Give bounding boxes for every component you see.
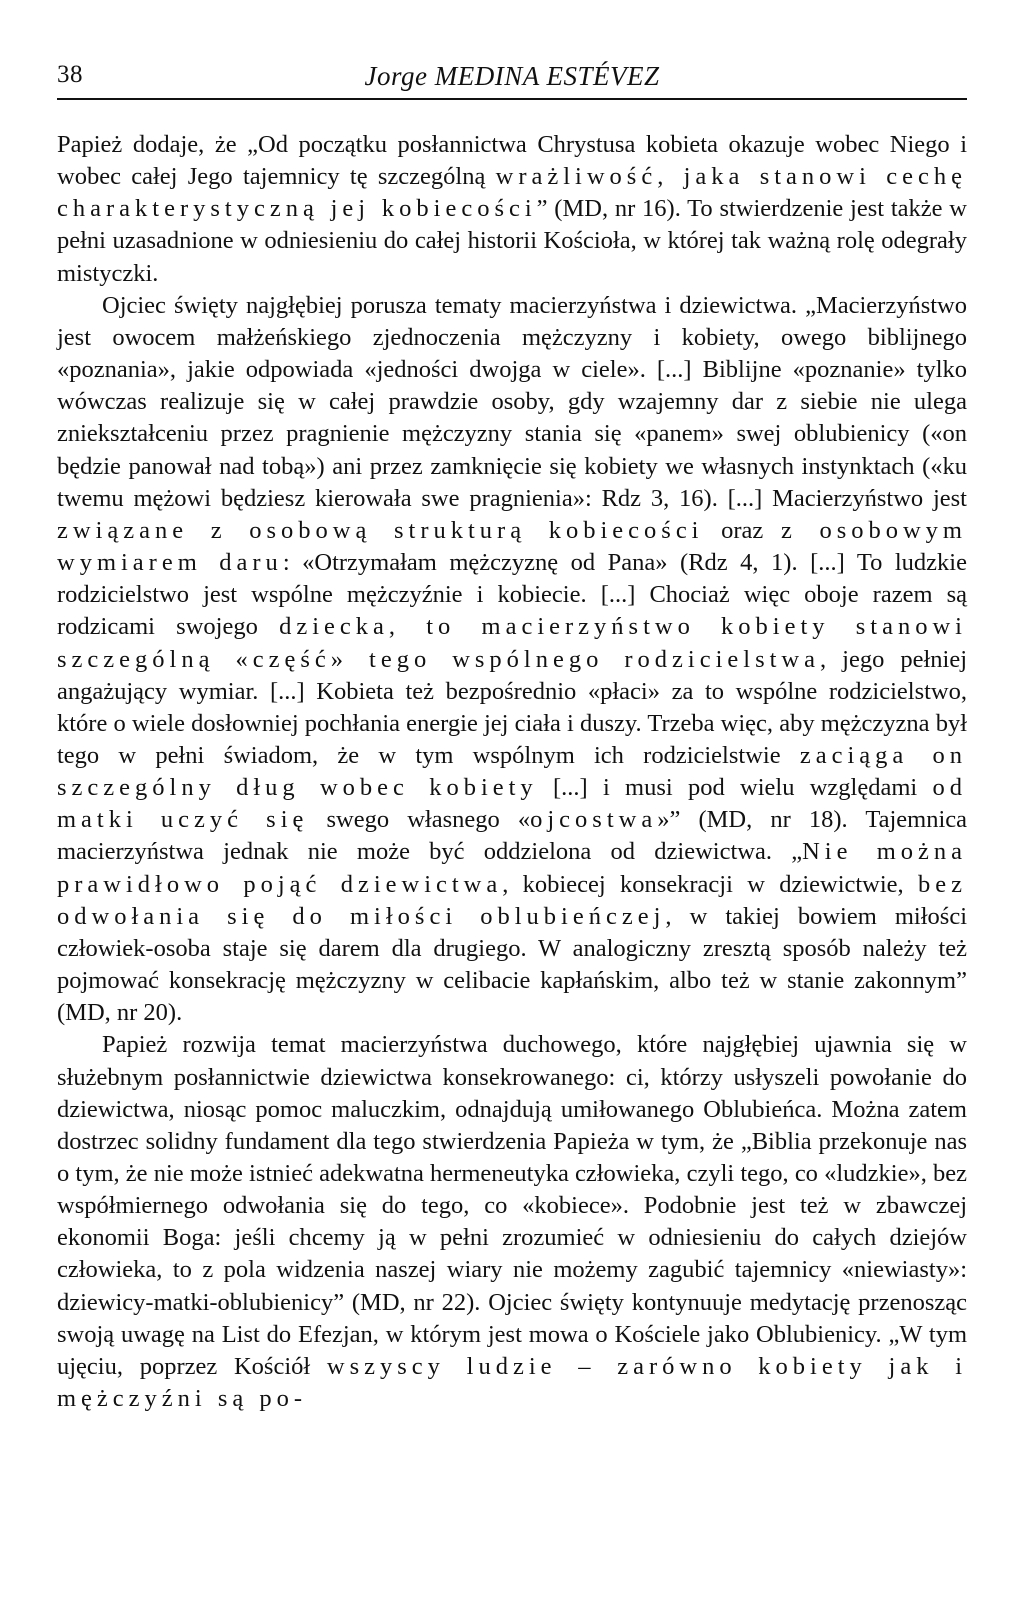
text-run: Ojciec święty najgłębiej porusza tematy macierzyństwa i dziewictwa. „Macierzyństwo jest owocem małżeńskiego zjednoczenia mężczyzny i kobiety, owego biblijnego «poznania», jakie odpowiada «jedności dwojga w ciele». [...] Biblijne «poznanie» tylko wówczas realizuje się w całej prawdzie osoby, gdy wzajemny dar z siebie nie ulega zniekształceniu przez pragnienie mężczyzny stania się «panem» swej oblubienicy («on będzie panował nad tobą») ani przez zamknięcie się kobiety we własnych instynktach («ku twemu mężowi będziesz kierowała swe pragnienia»: Rdz 3, 16). [...] Macierzyństwo jest xyxy=(57,291,967,512)
emphasis-text: bez odwołania się do miłości oblubieńczej xyxy=(57,870,967,930)
text-run: : «Otrzymałam mężczyznę od Pana» (Rdz 4, 1). [...] To ludzkie rodzicielstwo jest wspólne mężczyźnie i kobiecie. [...] Chociaż więc oboje razem są rodzicami swojego xyxy=(57,549,967,641)
emphasis-text: dziecka, to macierzyństwo kobiety stanowi szczególną «część» tego wspólnego rodzicielstwa xyxy=(57,613,967,673)
emphasis-text: Nie można prawidłowo pojąć dziewictwa xyxy=(57,838,967,898)
body-text xyxy=(57,129,967,1415)
page-number: 38 xyxy=(57,61,83,88)
text-run: , jego pełniej angażujący wymiar. [...] Kobieta też bezpośrednio «płaci» za to wspólne rodzicielstwo, które o wiele dosłowniej pochłania energie jej ciała i duszy. Trzeba więc, aby mężczyzna był tego w pełni świadom, że w tym wspólnym ich rodzicielstwie xyxy=(57,645,967,769)
paragraph-2 xyxy=(57,290,967,1030)
text-run: Papież rozwija temat macierzyństwa duchowego, które najgłębiej ujawnia się w służebnym posłannictwie dziewictwa konsekrowanego: ci, którzy usłyszeli powołanie do dziewictwa, niosąc pomoc maluczkim, odnajdują umiłowanego Oblubieńca. Można zatem dostrzec solidny fundament dla tego stwierdzenia Papieża w tym, że „Biblia przekonuje nas o tym, że nie może istnieć adekwatna hermeneutyka człowieka, czyli tego, co «ludzkie», bez współmiernego odwołania się do tego, co «kobiece». Podobnie jest też w zbawczej ekonomii Boga: jeśli chcemy ją w pełni zrozumieć w odniesieniu do całych dziejów człowieka, to z pola widzenia naszej wiary nie możemy zagubić tajemnicy «niewiasty»: dziewicy-matki-oblubienicy” (MD, nr 22). Ojciec święty kontynuuje medytację przenosząc swoją uwagę na List do Efezjan, w którym jest mowa o Kościele jako Oblubienicy. „W tym ujęciu, poprzez Kościół xyxy=(57,1031,967,1380)
text-run: [...] i musi pod wielu względami xyxy=(537,774,933,802)
emphasis-text: wszyscy ludzie – zarówno kobiety jak i mężczyźni są po- xyxy=(57,1352,967,1413)
text-run: ” (MD, nr 16). To stwierdzenie jest także w pełni uzasadnione w odniesieniu do całej historii Kościoła, w której tak ważną rolę odegrały mistyczki. xyxy=(57,195,967,287)
text-run: swego własnego « xyxy=(308,806,531,834)
paragraph-1 xyxy=(57,129,967,290)
text-run: oraz xyxy=(703,516,781,544)
paragraph-3 xyxy=(57,1029,967,1415)
text-run: Papież dodaje, że „Od początku posłannictwa Chrystusa kobieta okazuje wobec Niego i wobec całej Jego tajemnicy tę szczególną xyxy=(57,131,967,191)
emphasis-text: zaciąga on szczególny dług wobec kobiety xyxy=(57,741,967,802)
emphasis-text: ojcostwa xyxy=(530,806,658,834)
emphasis-text: od matki uczyć się xyxy=(57,774,967,834)
text-run: , w takiej bowiem miłości człowiek-osoba staje się darem dla drugiego. W analogiczny zresztą sposób należy też pojmować konsekrację mężczyzny w celibacie kapłańskim, albo też w stanie zakonnym” (MD, nr 20). xyxy=(57,902,967,1027)
emphasis-text: z osobowym wymiarem daru xyxy=(57,516,967,577)
text-run: , kobiecej konsekracji w dziewictwie, xyxy=(502,870,918,898)
emphasis-text: wrażliwość, jaka stanowi cechę charakterystyczną jej kobiecości xyxy=(57,163,967,223)
text-run: »” (MD, nr 18). Tajemnica macierzyństwa jednak nie może być oddzielona od dziewictwa. „ xyxy=(57,806,967,866)
running-title: Jorge MEDINA ESTÉVEZ xyxy=(364,61,660,91)
running-header xyxy=(57,58,967,100)
emphasis-text: związane z osobową strukturą kobiecości xyxy=(57,516,704,544)
